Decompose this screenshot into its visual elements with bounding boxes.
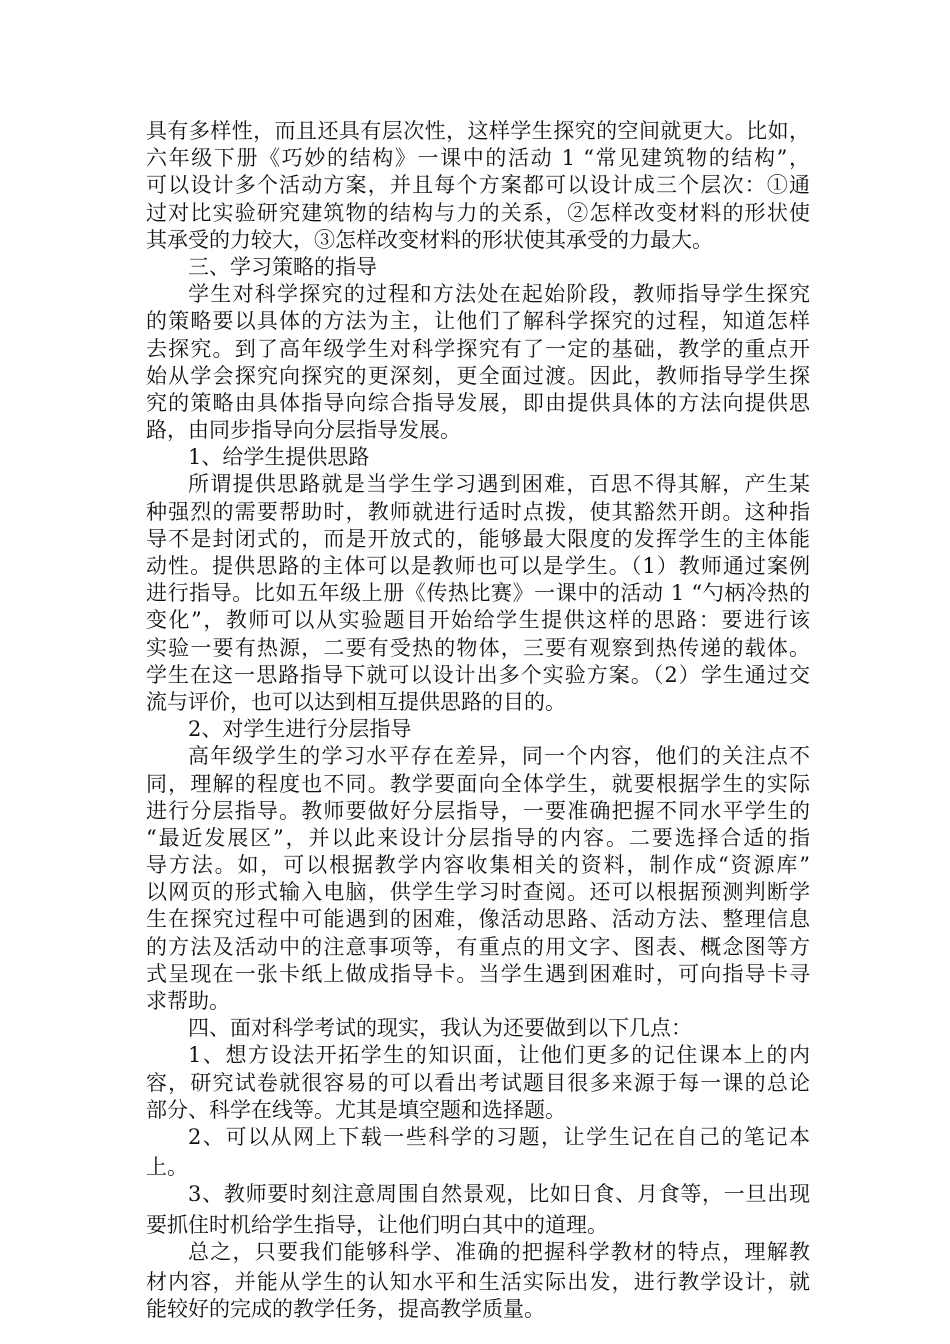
text-line: 总之，只要我们能够科学、准确的把握科学教材的特点，理解教 [188,1239,810,1264]
text-line: 种强烈的需要帮助时，教师就进行适时点拨，使其豁然开朗。这种指 [146,499,810,524]
text-line: 生在探究过程中可能遇到的困难，像活动思路、活动方法、整理信息 [146,907,810,932]
text-line: 材内容，并能从学生的认知水平和生活实际出发，进行教学设计，就 [146,1269,810,1294]
text-line: 同，理解的程度也不同。教学要面向全体学生，就要根据学生的实际 [146,771,810,796]
text-line: 去探究。到了高年级学生对科学探究有了一定的基础，教学的重点开 [146,336,810,361]
text-line: 2、可以从网上下载一些科学的习题，让学生记在自己的笔记本 [188,1124,810,1149]
text-line: 实验一要有热源，二要有受热的物体，三要有观察到热传递的载体。 [146,635,810,660]
text-line: 可以设计多个活动方案，并且每个方案都可以设计成三个层次：①通 [146,173,810,198]
text-line: 学生在这一思路指导下就可以设计出多个实验方案。（2）学生通过交 [146,662,810,687]
text-line: 式呈现在一张卡纸上做成指导卡。当学生遇到困难时，可向指导卡寻 [146,961,810,986]
text-line: 所谓提供思路就是当学生学习遇到困难，百思不得其解，产生某 [188,472,810,497]
text-line: 三、学习策略的指导 [188,254,377,279]
text-line: 导不是封闭式的，而是开放式的，能够最大限度的发挥学生的主体能 [146,526,810,551]
text-line: 流与评价，也可以达到相互提供思路的目的。 [146,689,566,714]
text-line: 导方法。如，可以根据教学内容收集相关的资料，制作成“资源库” [146,853,810,878]
text-line: 3、教师要时刻注意周围自然景观，比如日食、月食等，一旦出现 [188,1182,810,1207]
text-line: 的策略要以具体的方法为主，让他们了解科学探究的过程，知道怎样 [146,309,810,334]
text-line: 高年级学生的学习水平存在差异，同一个内容，他们的关注点不 [188,744,810,769]
text-line: 究的策略由具体指导向综合指导发展，即由提供具体的方法向提供思 [146,390,810,415]
text-line: 过对比实验研究建筑物的结构与力的关系，②怎样改变材料的形状使 [146,200,810,225]
text-line: 要抓住时机给学生指导，让他们明白其中的道理。 [146,1212,608,1237]
text-line: 能较好的完成的教学任务，提高教学质量。 [146,1297,545,1322]
text-line: 上。 [146,1155,188,1180]
text-line: 六年级下册《巧妙的结构》一课中的活动 1 “常见建筑物的结构”， [146,146,810,171]
text-line: 具有多样性，而且还具有层次性，这样学生探究的空间就更大。比如， [146,119,810,143]
text-line: 动性。提供思路的主体可以是教师也可以是学生。（1）教师通过案例 [146,554,810,578]
text-line: 进行指导。比如五年级上册《传热比赛》一课中的活动 1 “勺柄冷热的 [146,581,810,606]
text-line: 变化”，教师可以从实验题目开始给学生提供这样的思路：要进行该 [146,608,810,633]
text-line: 容，研究试卷就很容易的可以看出考试题目很多来源于每一课的总论 [146,1070,810,1095]
text-line: 求帮助。 [146,989,230,1013]
text-line: 学生对科学探究的过程和方法处在起始阶段，教师指导学生探究 [188,282,810,307]
text-line: 1、给学生提供思路 [188,445,370,470]
text-line: 其承受的力较大，③怎样改变材料的形状使其承受的力最大。 [146,227,713,252]
text-line: 路，由同步指导向分层指导发展。 [146,418,461,443]
text-line: 1、想方设法开拓学生的知识面，让他们更多的记住课本上的内 [188,1043,810,1068]
text-line: 部分、科学在线等。尤其是填空题和选择题。 [146,1097,566,1122]
text-line: 始从学会探究向探究的更深刻，更全面过渡。因此，教师指导学生探 [146,363,810,388]
text-line: 进行分层指导。教师要做好分层指导，一要准确把握不同水平学生的 [146,798,810,823]
document-page [146,118,810,1323]
text-line: 2、对学生进行分层指导 [188,717,412,742]
text-line: 四、面对科学考试的现实，我认为还要做到以下几点： [188,1016,692,1041]
text-line: “最近发展区”，并以此来设计分层指导的内容。二要选择合适的指 [146,825,810,850]
text-line: 以网页的形式输入电脑，供学生学习时查阅。还可以根据预测判断学 [146,880,810,905]
text-line: 的方法及活动中的注意事项等，有重点的用文字、图表、概念图等方 [146,934,810,959]
